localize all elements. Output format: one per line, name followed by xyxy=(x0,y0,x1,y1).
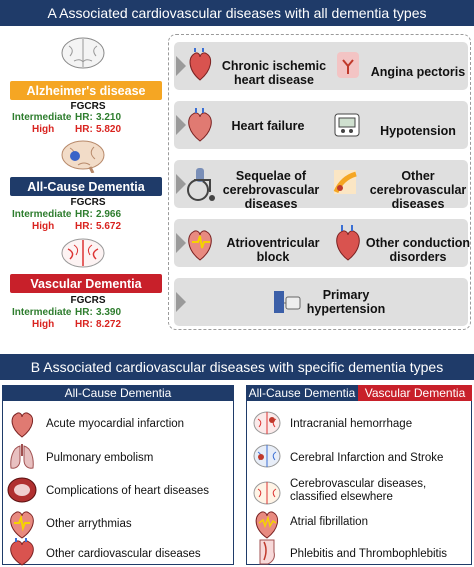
hypotension xyxy=(366,124,470,138)
list-item: Atrial fibrillation xyxy=(290,516,368,528)
arrow-icon xyxy=(176,56,186,76)
list-item: Pulmonary embolism xyxy=(46,452,154,464)
vascular-fgcrs: FGCRS xyxy=(70,295,106,306)
card-text: Other cerebrovascular diseases xyxy=(369,169,467,211)
high-label: High xyxy=(32,319,55,330)
brain-infarction-icon xyxy=(252,443,282,469)
chest-pain-icon xyxy=(335,50,361,80)
heart-fibrillation-icon xyxy=(252,508,282,540)
all-cause-dementia-label: All-Cause Dementia xyxy=(10,177,162,196)
hr-label: HR: xyxy=(75,307,93,318)
list-item: Other arrythmias xyxy=(46,518,132,530)
right-column-header-vascular: Vascular Dementia xyxy=(358,385,472,401)
arrow-icon xyxy=(176,292,186,312)
hr-value: 8.272 xyxy=(96,319,122,330)
card-text: Hypotension xyxy=(380,124,456,138)
list-item: Intracranial hemorrhage xyxy=(290,418,413,430)
hr-value: 3.390 xyxy=(96,307,122,318)
brain-grey-icon xyxy=(60,36,106,70)
card-text: Heart failure xyxy=(231,119,305,133)
all-cause-high-row xyxy=(12,221,162,232)
alzheimers-high-row xyxy=(12,124,162,135)
heart-anatomy-icon xyxy=(6,538,38,566)
heart-icon xyxy=(8,409,36,439)
intermediate-label: Intermediate xyxy=(12,209,72,220)
card-text: Angina pectoris xyxy=(370,65,466,79)
sequelae-of-cerebrovascular-diseases xyxy=(218,169,324,211)
other-conduction-disorders xyxy=(364,236,472,264)
hr-label: HR: xyxy=(75,112,93,123)
card-text: Atrioventricular block xyxy=(226,236,320,264)
hr-value: 5.820 xyxy=(96,124,122,135)
alzheimers-fgcrs: FGCRS xyxy=(70,101,106,112)
heart-icon xyxy=(186,48,214,82)
list-item: Acute myocardial infarction xyxy=(46,418,185,430)
hr-label: HR: xyxy=(75,221,93,232)
list-item: Cerebral Infarction and Stroke xyxy=(290,452,444,464)
heart-failure xyxy=(218,119,318,133)
card-text: Primary hypertension xyxy=(306,288,386,316)
section-a-title: A Associated cardiovascular diseases with all dementia types xyxy=(0,0,474,26)
intermediate-label: Intermediate xyxy=(12,307,72,318)
intermediate-label: Intermediate xyxy=(12,112,72,123)
leg-vein-icon xyxy=(254,538,280,566)
atrioventricular-block xyxy=(218,236,328,264)
heart-anatomy-icon xyxy=(332,224,364,262)
brain-hemorrhage-icon xyxy=(252,410,282,436)
brain-red-icon xyxy=(60,237,106,271)
list-item: Phlebitis and Thrombophlebitis xyxy=(290,548,448,560)
hr-value: 2.966 xyxy=(96,209,122,220)
vascular-high-row xyxy=(12,319,162,330)
heart-conduction-icon xyxy=(6,508,38,540)
hr-label: HR: xyxy=(75,124,93,135)
card-text: Sequelae of cerebrovascular diseases xyxy=(222,169,320,211)
list-item: Cerebrovascular diseases, classified elsewhere xyxy=(290,478,427,503)
cerebrovascular-icon xyxy=(330,166,360,198)
brain-blue-icon xyxy=(60,139,106,173)
section-b-title: B Associated cardiovascular diseases with specific dementia types xyxy=(0,354,474,380)
alzheimers-label: Alzheimer's disease xyxy=(10,81,162,100)
list-item: Other cardiovascular diseases xyxy=(46,548,201,560)
hr-value: 5.672 xyxy=(96,221,122,232)
vascular-dementia-label: Vascular Dementia xyxy=(10,274,162,293)
wheelchair-icon xyxy=(184,166,218,202)
blood-pressure-monitor-icon xyxy=(333,110,363,140)
vascular-intermediate-row xyxy=(12,307,162,318)
lungs-icon xyxy=(8,442,36,472)
hr-value: 3.210 xyxy=(96,112,122,123)
chronic-ischemic-heart-disease xyxy=(218,59,330,87)
card-text: Other conduction disorders xyxy=(365,236,471,264)
hr-label: HR: xyxy=(75,209,93,220)
list-item: Complications of heart diseases xyxy=(46,485,209,497)
other-cerebrovascular-diseases xyxy=(364,169,472,211)
brain-cerebrovascular-icon xyxy=(252,480,282,506)
primary-hypertension xyxy=(296,288,396,316)
all-cause-intermediate-row xyxy=(12,209,162,220)
hr-label: HR: xyxy=(75,319,93,330)
high-label: High xyxy=(32,221,55,232)
card-text: Chronic ischemic heart disease xyxy=(221,59,327,87)
left-column-header: All-Cause Dementia xyxy=(2,385,234,401)
high-label: High xyxy=(32,124,55,135)
angina-pectoris xyxy=(366,65,470,79)
heart-failure-icon xyxy=(184,107,216,143)
all-cause-fgcrs: FGCRS xyxy=(70,197,106,208)
alzheimers-intermediate-row xyxy=(12,112,162,123)
right-column-header-all-cause: All-Cause Dementia xyxy=(246,385,358,401)
heart-conduction-icon xyxy=(184,224,216,262)
heart-section-icon xyxy=(6,475,38,505)
